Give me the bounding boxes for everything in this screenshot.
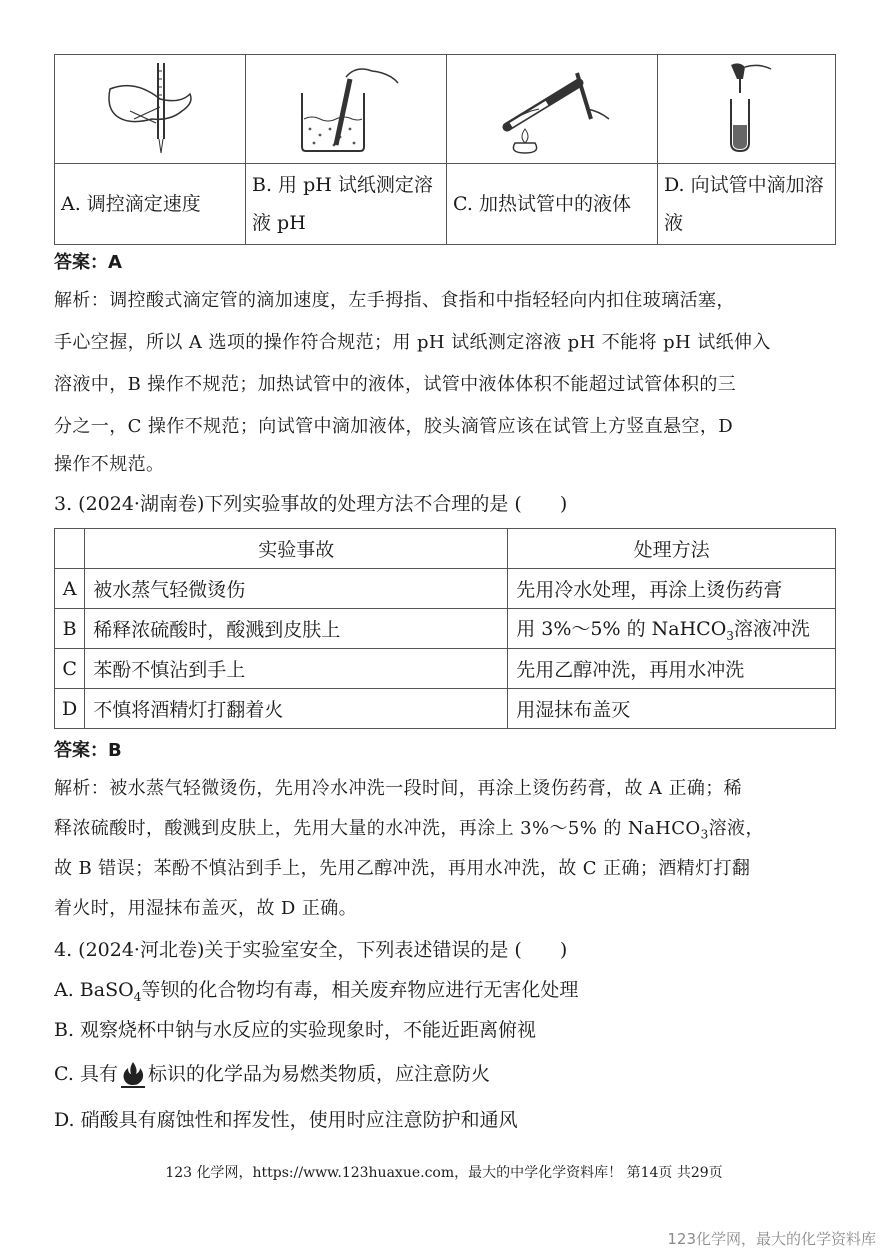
q3-question: 3. (2024·湖南卷)下列实验事故的处理方法不合理的是 ( )	[54, 493, 568, 515]
q4-option-d: D. 硝酸具有腐蚀性和挥发性，使用时应注意防护和通风	[54, 1109, 518, 1131]
q4-option-c	[54, 1054, 490, 1094]
alcohol-lamp-icon	[487, 59, 617, 155]
analysis-subscript: 3	[700, 827, 709, 842]
table-header-blank	[55, 529, 85, 569]
analysis-text: 释浓硫酸时，酸溅到皮肤上，先用大量的水冲洗，再涂上 3%～5% 的 NaHCO	[54, 818, 701, 839]
q2-answer: 答案：A	[54, 252, 122, 273]
row-method	[508, 609, 836, 649]
table-row	[55, 649, 836, 689]
accident-table	[54, 528, 836, 729]
options-table	[54, 54, 836, 245]
row-letter: D	[55, 689, 85, 729]
table-row	[55, 609, 836, 649]
q3-analysis-line-3: 故 B 错误；苯酚不慎沾到手上，先用乙醇冲洗，再用水冲洗，故 C 正确；酒精灯打翻	[54, 858, 751, 879]
watermark-text: 123化学网，最大的化学资料库	[667, 1230, 876, 1248]
q2-analysis-line-3: 溶液中，B 操作不规范；加热试管中的液体，试管中液体体积不能超过试管体积的三	[54, 374, 737, 395]
heating-illustration	[447, 55, 658, 164]
method-text-end: 溶液冲洗	[733, 618, 810, 641]
row-letter: C	[55, 649, 85, 689]
flammable-icon	[120, 1060, 146, 1088]
option-d-text: D. 向试管中滴加溶液	[658, 164, 836, 245]
q4-question: 4. (2024·河北卷)关于实验室安全，下列表述错误的是 ( )	[54, 939, 568, 961]
row-method: 先用冷水处理，再涂上烫伤药膏	[508, 569, 836, 609]
option-c-text: C. 具有	[54, 1063, 118, 1085]
titration-illustration	[55, 55, 246, 164]
row-letter: A	[55, 569, 85, 609]
option-a-subscript: 4	[133, 989, 142, 1004]
method-subscript: 3	[726, 628, 734, 643]
option-c-text-end: 标识的化学品为易燃类物质，应注意防火	[147, 1063, 490, 1085]
q4-option-b: B. 观察烧杯中钠与水反应的实验现象时，不能近距离俯视	[54, 1019, 537, 1041]
table-header-row	[55, 529, 836, 569]
option-c-text: C. 加热试管中的液体	[447, 164, 658, 245]
method-text: 用 3%～5% 的 NaHCO	[516, 618, 727, 641]
table-header-accident: 实验事故	[85, 529, 508, 569]
table-row	[55, 569, 836, 609]
analysis-text-end: 溶液，	[708, 818, 764, 839]
ph-test-illustration	[246, 55, 447, 164]
row-method: 用湿抹布盖灭	[508, 689, 836, 729]
table-row	[55, 689, 836, 729]
option-a-text-end: 等钡的化合物均有毒，相关废弃物应进行无害化处理	[141, 979, 579, 1001]
beaker-icon	[286, 59, 406, 155]
q2-analysis-line-5: 操作不规范。	[54, 454, 165, 475]
q3-analysis-line-4: 着火时，用湿抹布盖灭，故 D 正确。	[54, 898, 358, 919]
option-b-text: B. 用 pH 试纸测定溶液 pH	[246, 164, 447, 245]
row-accident: 苯酚不慎沾到手上	[85, 649, 508, 689]
test-tube-icon	[697, 59, 797, 155]
option-a-text: A. 调控滴定速度	[55, 164, 246, 245]
titration-icon	[90, 59, 210, 155]
table-header-method: 处理方法	[508, 529, 836, 569]
row-accident: 稀释浓硫酸时，酸溅到皮肤上	[85, 609, 508, 649]
row-accident: 不慎将酒精灯打翻着火	[85, 689, 508, 729]
dropper-illustration	[658, 55, 836, 164]
q2-analysis-line-4: 分之一，C 操作不规范；向试管中滴加液体，胶头滴管应该在试管上方竖直悬空，D	[54, 416, 734, 437]
q2-analysis-line-2: 手心空握，所以 A 选项的操作符合规范；用 pH 试纸测定溶液 pH 不能将 pH 试纸伸入	[54, 332, 771, 353]
q2-analysis-line-1: 解析：调控酸式滴定管的滴加速度，左手拇指、食指和中指轻轻向内扣住玻璃活塞，	[54, 290, 735, 311]
q3-answer: 答案：B	[54, 740, 122, 761]
option-a-text: A. BaSO	[54, 979, 134, 1001]
row-method: 先用乙醇冲洗，再用水冲洗	[508, 649, 836, 689]
page-footer: 123 化学网，https://www.123huaxue.com，最大的中学化学资料库！ 第14页 共29页	[165, 1165, 723, 1181]
q3-analysis-line-1: 解析：被水蒸气轻微烫伤，先用冷水冲洗一段时间，再涂上烫伤药膏，故 A 正确；稀	[54, 778, 743, 799]
row-accident: 被水蒸气轻微烫伤	[85, 569, 508, 609]
row-letter: B	[55, 609, 85, 649]
